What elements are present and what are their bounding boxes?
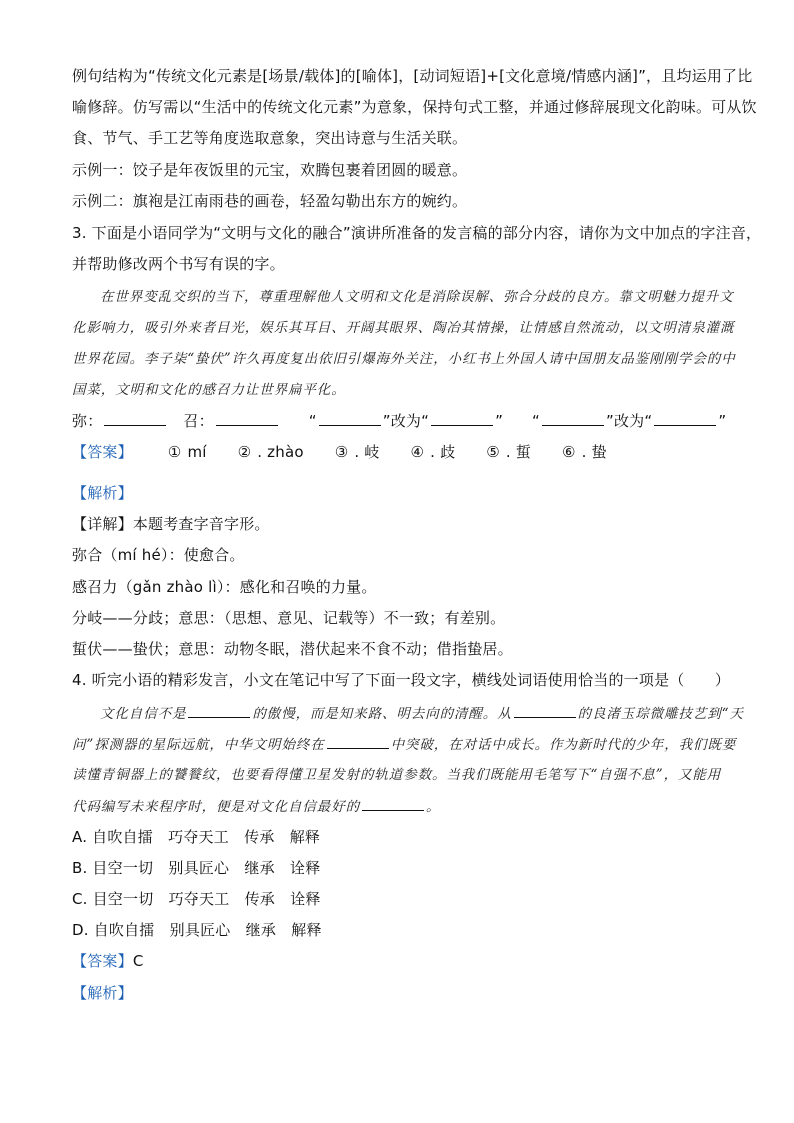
q4-answer-line bbox=[72, 951, 144, 971]
intro-line-3: 食、节气、手工艺等角度选取意象，突出诗意与生活关联。 bbox=[72, 129, 468, 147]
example-1: 示例一：饺子是年夜饭里的元宝，欢腾包裹着团圆的暖意。 bbox=[72, 161, 468, 179]
blank-gai1-to bbox=[431, 411, 493, 426]
q4-option-d: D. 自吹自擂 别具匠心 继承 解释 bbox=[72, 921, 322, 939]
answer-3: ③ . 岐 bbox=[334, 443, 380, 461]
q4-answer: C bbox=[132, 952, 144, 970]
answer-1: ① mí bbox=[167, 443, 207, 461]
q3-detail-3: 分岐——分歧；意思：（思想、意见、记载等）不一致；有差别。 bbox=[72, 609, 506, 627]
q4-analysis-tag: 【解析】 bbox=[72, 984, 133, 1002]
intro-line-2: 喻修辞。仿写需以“生活中的传统文化元素”为意象，保持句式工整，并通过修辞展现文化韵味。可从饮 bbox=[72, 98, 757, 116]
fill-gai2-mid: ”改为“ bbox=[606, 412, 653, 430]
q3-detail-2: 感召力（gǎn zhào lì）：感化和召唤的力量。 bbox=[72, 578, 377, 596]
q3-stem-2: 并帮助修改两个书写有误的字。 bbox=[72, 255, 285, 273]
q3-fill-line bbox=[72, 411, 726, 431]
q3-stem-1: 3. 下面是小语同学为“文明与文化的融合”演讲所准备的发言稿的部分内容，请你为文中加点的字注音， bbox=[72, 224, 762, 242]
q3-passage-4: 国菜，文明和文化的感召力让世界扁平化。 bbox=[72, 382, 346, 398]
q4-stem: 4. 听完小语的精彩发言，小文在笔记中写了下面一段文字，横线处词语使用恰当的一项是（ ） bbox=[72, 671, 731, 689]
fill-gai1-mid: ”改为“ bbox=[382, 412, 430, 430]
q3-detail-1: 弥合（mí hé）：使愈合。 bbox=[72, 546, 245, 564]
fill-gai2-close: ” bbox=[718, 412, 727, 430]
intro-line-1: 例句结构为“传统文化元素是[场景/载体]的[喻体]，[动词短语]+[文化意境/情感内涵]”，且均运用了比 bbox=[72, 67, 753, 85]
q3-answer-tag: 【答案】 bbox=[72, 443, 133, 461]
q4-blank-4 bbox=[362, 796, 424, 811]
q3-detail: 【详解】本题考查字音字形。 bbox=[72, 515, 270, 533]
fill-gai1-open: “ bbox=[308, 412, 317, 430]
q4-option-b: B. 目空一切 别具匠心 继承 诠释 bbox=[72, 859, 321, 877]
q4-passage-2: 问”探测器的星际远航，中华文明始终在 中突破，在对话中成长。作为新时代的少年，我们既要 bbox=[72, 734, 736, 755]
fill-gai2-open: “ bbox=[532, 412, 541, 430]
q3-passage-2: 化影响力，吸引外来者目光，娱乐其耳目、开阔其眼界、陶冶其情操，让情感自然流动，以文明清泉灌溉 bbox=[72, 320, 735, 336]
q3-answer-line bbox=[72, 442, 633, 462]
example-2: 示例二：旗袍是江南雨巷的画卷，轻盈勾勒出东方的婉约。 bbox=[72, 192, 468, 210]
q4-passage-4: 代码编写未来程序时，便是对文化自信最好的 。 bbox=[72, 796, 440, 817]
fill-gai1-close: ” bbox=[495, 412, 504, 430]
q3-analysis-tag: 【解析】 bbox=[72, 484, 133, 502]
q4-blank-2 bbox=[514, 703, 576, 718]
q4-answer-tag: 【答案】 bbox=[72, 952, 133, 970]
blank-gai2-from bbox=[542, 411, 604, 426]
q4-passage-3: 读懂青铜器上的饕餮纹，也要看得懂卫星发射的轨道参数。当我们既能用毛笔写下“自强不息”，又能用 bbox=[72, 767, 722, 783]
q4-option-a: A. 自吹自擂 巧夺天工 传承 解释 bbox=[72, 828, 321, 846]
answer-2: ② . zhào bbox=[237, 443, 304, 461]
fill-zhao-label: 召： bbox=[183, 412, 214, 430]
q4-passage-1: 文化自信不是 的傲慢，而是知来路、明去向的清醒。从 的良渚玉琮微雕技艺到“天 bbox=[100, 703, 744, 724]
answer-6: ⑥ . 蛰 bbox=[562, 443, 607, 461]
q4-option-c: C. 目空一切 巧夺天工 传承 诠释 bbox=[72, 890, 321, 908]
answer-5: ⑤ . 蜇 bbox=[486, 443, 532, 461]
blank-gai1-from bbox=[319, 411, 381, 426]
blank-mi bbox=[104, 411, 166, 426]
q3-detail-4: 蜇伏——蛰伏；意思：动物冬眠，潜伏起来不食不动；借指蛰居。 bbox=[72, 640, 513, 658]
q4-blank-3 bbox=[327, 734, 389, 749]
blank-zhao bbox=[216, 411, 278, 426]
blank-gai2-to bbox=[654, 411, 716, 426]
answer-4: ④ . 歧 bbox=[410, 443, 456, 461]
q4-blank-1 bbox=[188, 703, 250, 718]
q3-passage-1: 在世界变乱交织的当下，尊重理解他人文明和文化是消除误解、弥合分歧的良方。靠文明魅力提升文 bbox=[100, 289, 734, 305]
fill-mi-label: 弥： bbox=[72, 412, 103, 430]
q3-passage-3: 世界花园。李子柒“蛰伏”许久再度复出依旧引爆海外关注，小红书上外国人请中国朋友品鉴刚刚学会的中 bbox=[72, 351, 736, 367]
